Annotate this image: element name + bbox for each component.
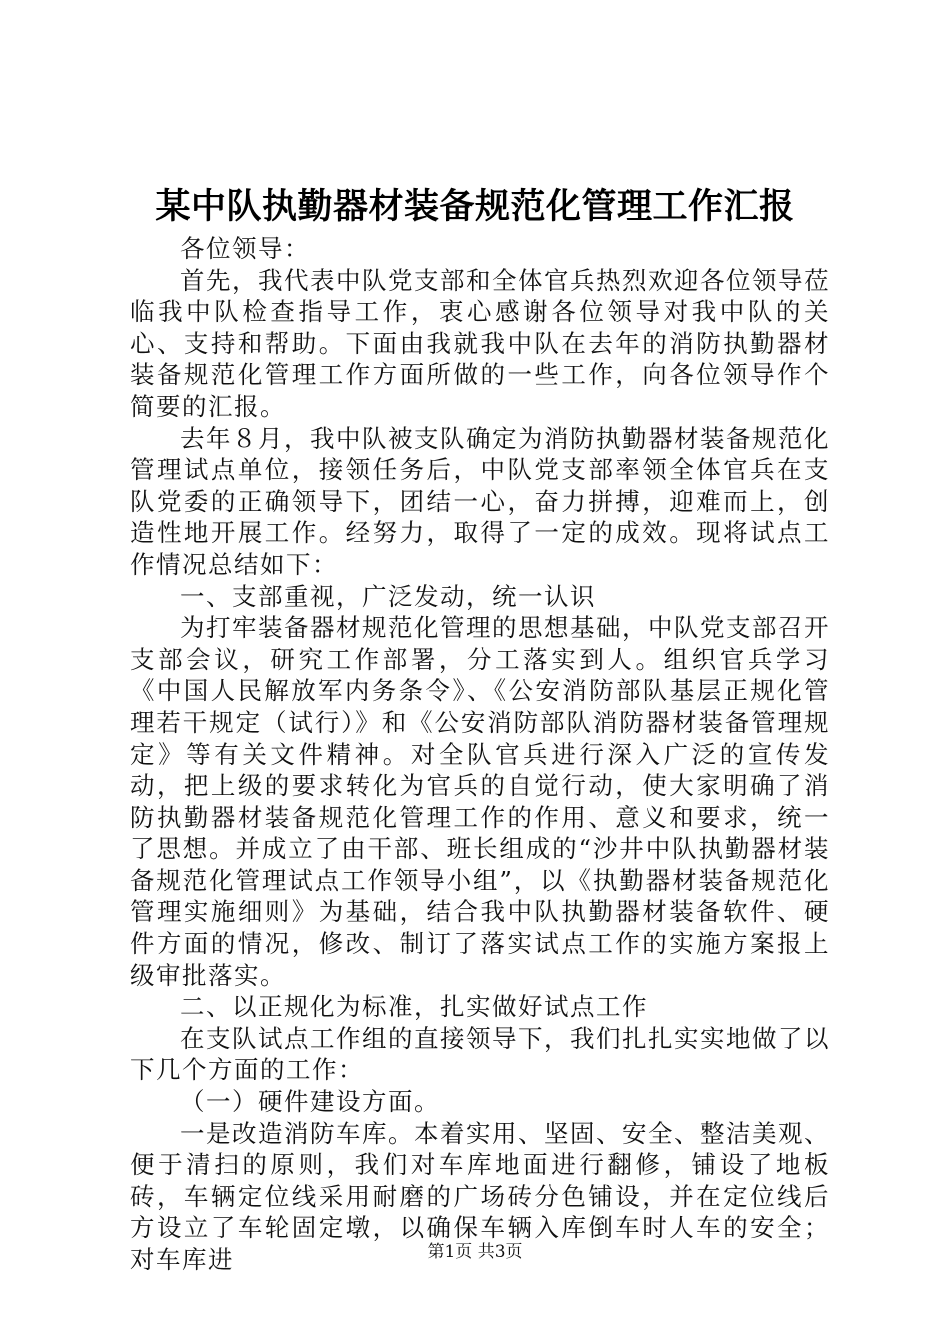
section-heading: 一、支部重视，广泛发动，统一认识 — [180, 581, 596, 611]
page-footer: 第1页 共3页 — [427, 1242, 523, 1262]
subsection-heading: （一）硬件建设方面。 — [180, 1087, 440, 1117]
document-body — [130, 233, 830, 1276]
salutation: 各位领导： — [180, 234, 310, 263]
body-paragraph: 为打牢装备器材规范化管理的思想基础，中队党支部召开支部会议，研究工作部署，分工落实到人。组织官兵学习《中国人民解放军内务条令》、《公安消防部队基层正规化管理若干规定（试行）》和《公安消防部队消防器材装备管理规定》等有关文件精神。对全队官兵进行深入广泛的宣传发动，把上级的要求转化为官兵的自觉行动，使大家明确了消防执勤器材装备规范化管理工作的作用、意义和要求，统一了思想。并成立了由干部、班长组成的“沙井中队执勤器材装备规范化管理试点工作领导小组”，以《执勤器材装备规范化管理实施细则》为基础，结合我中队执勤器材装备软件、硬件方面的情况，修改、制订了落实试点工作的实施方案报上级审批落实。 — [130, 613, 830, 990]
body-paragraph: 一是改造消防车库。本着实用、坚固、安全、整洁美观、便于清扫的原则，我们对车库地面进行翻修，铺设了地板砖，车辆定位线采用耐磨的广场砖分色铺设，并在定位线后方设立了车轮固定墩，以确保车辆入库倒车时人车的安全；对车库进 — [130, 1118, 830, 1274]
body-paragraph: 在支队试点工作组的直接领导下，我们扎扎实实地做了以下几个方面的工作： — [130, 1023, 830, 1085]
section-heading: 二、以正规化为标准，扎实做好试点工作 — [180, 992, 648, 1022]
body-paragraph: 去年８月，我中队被支队确定为消防执勤器材装备规范化管理试点单位，接领任务后，中队党支部率领全体官兵在支队党委的正确领导下，团结一心，奋力拼搏，迎难而上，创造性地开展工作。经努力，取得了一定的成效。现将试点工作情况总结如下： — [130, 423, 830, 579]
document-title: 某中队执勤器材装备规范化管理工作汇报 — [155, 186, 795, 227]
body-paragraph: 首先，我代表中队党支部和全体官兵热烈欢迎各位领导莅临我中队检查指导工作，衷心感谢各位领导对我中队的关心、支持和帮助。下面由我就我中队在去年的消防执勤器材装备规范化管理工作方面所做的一些工作，向各位领导作个简要的汇报。 — [130, 265, 830, 421]
